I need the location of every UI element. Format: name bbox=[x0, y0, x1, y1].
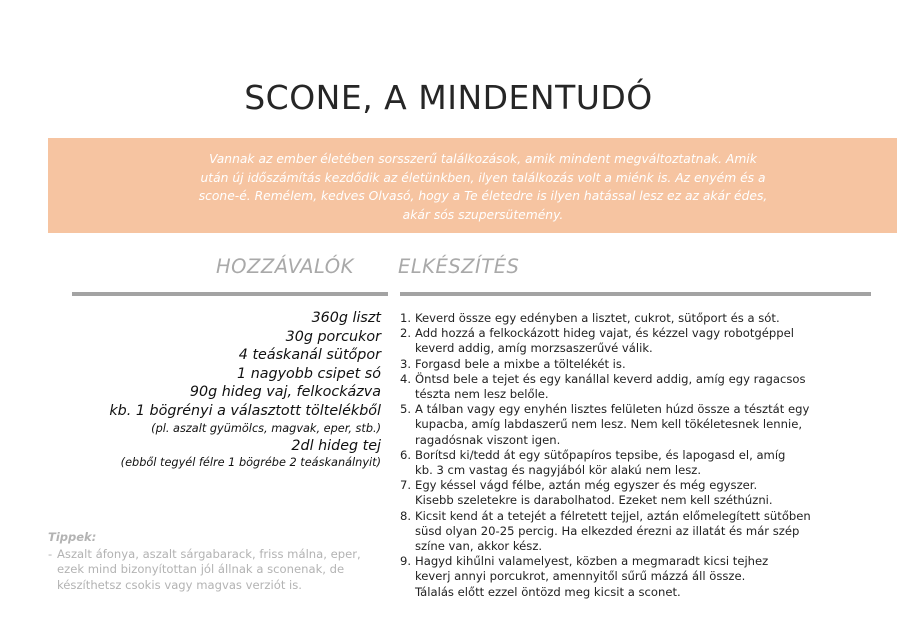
intro-line: akár sós szupersütemény. bbox=[402, 207, 564, 222]
ingredient-item: 1 nagyobb csipet só bbox=[237, 365, 381, 382]
tips-line: Aszalt áfonya, aszalt sárgabarack, friss málna, eper, bbox=[57, 547, 361, 561]
preparation-steps bbox=[400, 311, 870, 600]
step-line: keverd addig, amíg morzsaszerűvé válik. bbox=[415, 341, 653, 356]
step-number: 7. bbox=[400, 478, 412, 493]
ingredient-item: 2dl hideg tej bbox=[291, 438, 381, 455]
step-number: 2. bbox=[400, 326, 412, 341]
ingredients-list bbox=[70, 309, 381, 470]
step-item bbox=[400, 478, 870, 508]
step-line: A tálban vagy egy enyhén lisztes felületen húzd össze a tésztát egy bbox=[415, 402, 810, 417]
step-line: Egy késsel vágd félbe, aztán még egyszer és még egyszer. bbox=[415, 478, 758, 493]
step-number: 4. bbox=[400, 371, 412, 386]
ingredient-item: kb. 1 bögrényi a választott töltelékből bbox=[109, 402, 381, 419]
step-number: 3. bbox=[400, 356, 412, 371]
step-line: színe van, akkor kész. bbox=[415, 539, 543, 554]
step-number: 9. bbox=[400, 554, 412, 569]
ingredients-divider bbox=[72, 292, 388, 296]
ingredient-item: 4 teáskanál sütőpor bbox=[238, 347, 381, 364]
step-item bbox=[400, 554, 870, 600]
step-line: tészta nem lesz belőle. bbox=[415, 387, 549, 402]
step-item bbox=[400, 509, 870, 555]
step-line: Borítsd ki/tedd át egy sütőpapíros tepsibe, és lapogasd el, amíg bbox=[415, 447, 786, 462]
step-item bbox=[400, 311, 870, 326]
step-line: Tálalás előtt ezzel öntözd meg kicsit a sconet. bbox=[415, 584, 681, 599]
step-line: ragadósnak viszont igen. bbox=[415, 432, 561, 447]
step-line: Hagyd kihűlni valamelyest, közben a megmaradt kicsi tejhez bbox=[415, 554, 769, 569]
step-line: Forgasd bele a mixbe a töltelékét is. bbox=[415, 356, 626, 371]
ingredient-note: (pl. aszalt gyümölcs, magvak, eper, stb.) bbox=[151, 421, 381, 435]
step-line: kb. 3 cm vastag és nagyjából kör alakú nem lesz. bbox=[415, 463, 702, 478]
step-line: Kicsit kend át a tetejét a félretett tejjel, aztán előmelegített sütőben bbox=[415, 508, 811, 523]
ingredient-note: (ebből tegyél félre 1 bögrébe 2 teáskanálnyit) bbox=[120, 455, 381, 469]
ingredient-item: 30g porcukor bbox=[285, 328, 381, 345]
ingredients-heading: HOZZÁVALÓK bbox=[216, 255, 354, 278]
tips-line: ezek mind bizonyítottan jól állnak a sconenak, de bbox=[57, 562, 345, 577]
preparation-heading: ELKÉSZÍTÉS bbox=[398, 255, 520, 278]
page-title: SCONE, A MINDENTUDÓ bbox=[244, 78, 653, 118]
preparation-divider bbox=[400, 292, 871, 296]
tips-line: készíthetsz csokis vagy magvas verziót is. bbox=[57, 577, 302, 592]
intro-line: scone-é. Remélem, kedves Olvasó, hogy a Te életedre is ilyen hatással lesz ez az akár édes, bbox=[198, 189, 768, 203]
step-line: Add hozzá a felkockázott hideg vajat, és kézzel vagy robotgéppel bbox=[415, 326, 794, 341]
step-line: Kisebb szeletekre is darabolhatod. Ezeket nem kell széthúzni. bbox=[415, 493, 773, 508]
step-number: 5. bbox=[400, 402, 412, 417]
step-number: 8. bbox=[400, 508, 412, 523]
step-item bbox=[400, 372, 870, 402]
step-line: Keverd össze egy edényben a lisztet, cukrot, sütőport és a sót. bbox=[415, 311, 780, 325]
tips-text bbox=[48, 547, 400, 593]
step-line: keverj annyi porcukrot, amennyitől sűrű mázzá áll össze. bbox=[415, 569, 746, 584]
step-line: Öntsd bele a tejet és egy kanállal keverd addig, amíg egy ragacsos bbox=[415, 371, 806, 386]
intro-line: után új időszámítás kezdődik az életünkben, ilyen találkozás volt a miénk is. Az enyém és a bbox=[200, 170, 766, 185]
intro-line: Vannak az ember életében sorsszerű találkozások, amik mindent megváltoztatnak. Amik bbox=[209, 152, 757, 166]
tips-title: Tippek: bbox=[48, 530, 97, 544]
step-line: süsd olyan 20-25 percig. Ha elkezded érezni az illatát és már szép bbox=[415, 523, 800, 538]
step-item bbox=[400, 357, 870, 372]
tips-dash: - bbox=[48, 547, 53, 561]
ingredient-item: 90g hideg vaj, felkockázva bbox=[189, 384, 381, 401]
tips-body bbox=[48, 547, 400, 593]
step-item bbox=[400, 448, 870, 478]
step-number: 6. bbox=[400, 447, 412, 462]
step-item bbox=[400, 326, 870, 356]
step-number: 1. bbox=[400, 311, 412, 325]
step-line: kupacba, amíg labdaszerű nem lesz. Nem kell tökéletesnek lennie, bbox=[415, 417, 803, 432]
step-item bbox=[400, 402, 870, 448]
intro-banner bbox=[48, 138, 897, 233]
intro-text bbox=[168, 150, 798, 224]
ingredient-item: 360g liszt bbox=[311, 310, 381, 326]
